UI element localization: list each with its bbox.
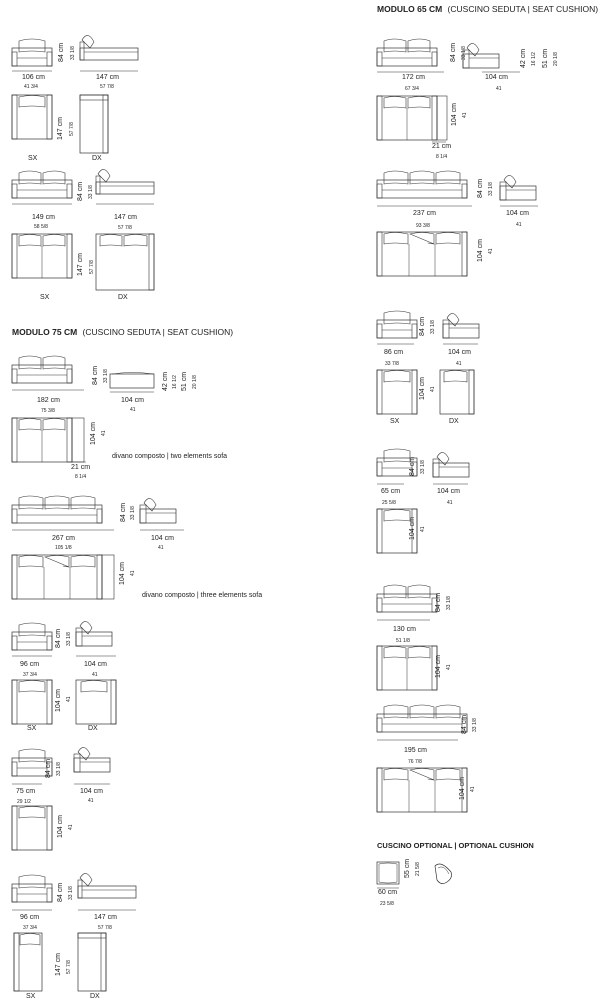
dim-37-3-4: 37 3/4: [23, 672, 37, 678]
dim-104cm-v-65: 104 cm: [451, 103, 458, 126]
dim-104cm-65: 104 cm: [485, 74, 508, 81]
plan-end-267: [102, 555, 114, 599]
side-65c: [433, 452, 469, 477]
dim-84cm-75b: 84 cm: [45, 758, 52, 778]
dim-147cm: 147 cm: [96, 74, 119, 81]
dim-25-5-8: 25 5/8: [382, 500, 396, 506]
plan-dx-96b: [78, 933, 106, 991]
dim-147cm-96b: 147 cm: [94, 914, 117, 921]
dim-33-1-8-75: 33 1/8: [103, 369, 109, 383]
dim-76-7-8: 76 7/8: [408, 759, 422, 765]
dim-21cm-75: 21 cm: [71, 464, 91, 471]
dim-33-1-8-96: 33 1/8: [66, 632, 72, 646]
dim-84cm-v: 84 cm: [58, 42, 65, 62]
dim-104cm-v-130: 104 cm: [435, 655, 442, 678]
dim-41-267: 41: [158, 545, 164, 551]
dim-33-1-8-267: 33 1/8: [130, 506, 136, 520]
plan-sx-96b: [14, 933, 42, 991]
dim-42cm-75: 42 cm: [162, 371, 169, 391]
dim-84cm-237: 84 cm: [477, 178, 484, 198]
dim-104cm-v-96: 104 cm: [55, 689, 62, 712]
dim-41-237: 41: [516, 222, 522, 228]
side-96: [76, 621, 112, 646]
caption-two-elements: divano composto | two elements sofa: [112, 453, 228, 460]
dim-41-v-96: 41: [66, 696, 72, 702]
dim-57-7-8: 57 7/8: [100, 84, 114, 90]
dim-237cm: 237 cm: [413, 210, 436, 217]
front-3-seats-75: [12, 496, 102, 523]
dim-16-1-2-75: 16 1/2: [172, 375, 178, 389]
plan-3-seats-65: [377, 232, 467, 276]
front-2-seats-65: [377, 39, 437, 66]
dim-104cm-86: 104 cm: [448, 349, 471, 356]
dim-33-1-8-b: 33 1/8: [88, 185, 94, 199]
dim-84cm-267: 84 cm: [120, 502, 127, 522]
dim-65cm: 65 cm: [381, 488, 401, 495]
label-dx-96b: DX: [90, 993, 100, 1000]
dim-33-1-8-96b: 33 1/8: [68, 886, 74, 900]
chaise-side-96b: [78, 873, 136, 898]
dim-104cm-75b: 104 cm: [80, 788, 103, 795]
dim-33-1-8-65b: 33 1/8: [420, 460, 426, 474]
side-75: [74, 747, 110, 772]
dim-75-3-8: 75 3/8: [41, 408, 55, 414]
dim-104cm-v-75b: 104 cm: [57, 815, 64, 838]
dim-104cm-v-237: 104 cm: [477, 239, 484, 262]
label-sx-86: SX: [390, 418, 400, 425]
dim-104cm-v-75: 104 cm: [90, 422, 97, 445]
dim-84cm-b: 84 cm: [77, 181, 84, 201]
dim-29-1-2: 29 1/2: [17, 799, 31, 805]
dim-41-v-75b: 41: [68, 824, 74, 830]
dim-20-1-8-75: 20 1/8: [192, 375, 198, 389]
dim-33-1-8-75b: 33 1/8: [56, 762, 62, 776]
plan-sx-96: [12, 680, 52, 724]
dim-41-v-65b: 41: [420, 526, 426, 532]
dim-84cm-75: 84 cm: [92, 365, 99, 385]
dim-104cm-96: 104 cm: [84, 661, 107, 668]
dim-16-1-2-65: 16 1/2: [531, 52, 537, 66]
dim-41-65: 41: [496, 86, 502, 92]
side-75-b: [140, 498, 176, 523]
dim-84cm-65: 84 cm: [450, 42, 457, 62]
dim-60cm: 60 cm: [378, 889, 398, 896]
dim-8-1-4-75: 8 1/4: [75, 474, 87, 480]
dim-41-75: 41: [130, 407, 136, 413]
dim-67-3-4: 67 3/4: [405, 86, 419, 92]
dim-57-7-8-v-96b: 57 7/8: [66, 960, 72, 974]
dim-41-3-4: 41 3/4: [24, 84, 38, 90]
dim-149cm: 149 cm: [32, 214, 55, 221]
dim-75cm: 75 cm: [16, 788, 36, 795]
dim-267cm: 267 cm: [52, 535, 75, 542]
plan-3-seats-75: [12, 555, 102, 599]
dim-33-1-8-130: 33 1/8: [446, 596, 452, 610]
label-dx-a: DX: [92, 155, 102, 162]
dim-8-1-4-65: 8 1/4: [436, 154, 448, 160]
heading-modulo-65-rest: (CUSCINO SEDUTA | SEAT CUSHION): [447, 4, 599, 14]
plan-3-seats-195: [377, 768, 467, 812]
dim-84cm-96: 84 cm: [55, 628, 62, 648]
dim-57-7-8-v: 57 7/8: [69, 122, 75, 136]
plan-dx-a: [80, 95, 108, 153]
plan-sx-86: [377, 370, 417, 414]
dim-84cm-96b: 84 cm: [57, 882, 64, 902]
dim-147cm-c: 147 cm: [77, 253, 84, 276]
dim-182cm: 182 cm: [37, 397, 60, 404]
dim-33-1-8-237: 33 1/8: [488, 182, 494, 196]
front-2-seats-130: [377, 585, 437, 612]
label-dx-86: DX: [449, 418, 459, 425]
dim-57-7-8-b: 57 7/8: [118, 225, 132, 231]
plan-end-65: [437, 96, 447, 140]
dim-21cm-65: 21 cm: [432, 143, 452, 150]
heading-modulo-75-bold: MODULO 75 CM: [12, 327, 78, 337]
heading-modulo-65-bold: MODULO 65 CM: [377, 4, 443, 14]
label-dx-b: DX: [118, 294, 128, 301]
front-2-seats-75: [12, 356, 72, 383]
dim-104cm-237: 104 cm: [506, 210, 529, 217]
dim-51cm-65: 51 cm: [542, 48, 549, 68]
plan-dx-86: [440, 370, 474, 414]
dim-33-1-8-195: 33 1/8: [472, 718, 478, 732]
front-1-seat-96: [12, 623, 52, 650]
dim-84cm-86: 84 cm: [419, 316, 426, 336]
dim-42cm-65: 42 cm: [520, 48, 527, 68]
dim-93-3-8: 93 3/8: [416, 223, 430, 229]
front-1-seat-86: [377, 311, 417, 338]
front-3-seats-65: [377, 171, 467, 198]
dim-172cm: 172 cm: [402, 74, 425, 81]
front-1-seat-a: [12, 39, 52, 66]
side-65: [463, 43, 499, 68]
plan-2-seats-65: [377, 96, 437, 140]
plan-2-seats-75: [12, 418, 72, 462]
heading-optional-cushion: CUSCINO OPTIONAL | OPTIONAL CUSHION: [377, 841, 534, 850]
plan-2-seats-130: [377, 646, 437, 690]
label-sx-96: SX: [27, 725, 37, 732]
dim-106cm: 106 cm: [22, 74, 45, 81]
label-sx-b: SX: [40, 294, 50, 301]
label-sx-96b: SX: [26, 993, 36, 1000]
side-65-b: [500, 175, 536, 200]
dim-41-96: 41: [92, 672, 98, 678]
dim-57-7-8-c: 57 7/8: [89, 260, 95, 274]
chaise-side-a: [80, 35, 138, 60]
heading-modulo-75: [12, 327, 233, 337]
plan-sx-a: [12, 95, 52, 139]
dim-57-7-8-96b: 57 7/8: [98, 925, 112, 931]
plan-75b: [12, 806, 52, 850]
dim-84cm-130: 84 cm: [435, 592, 442, 612]
dim-105-1-8: 105 1/8: [55, 545, 72, 551]
chaise-side-b: [96, 169, 154, 194]
plan-sx-b: [12, 234, 72, 278]
heading-modulo-65: [377, 4, 598, 14]
front-1-seat-96b: [12, 875, 52, 902]
cushion-side: [435, 864, 452, 884]
dim-130cm: 130 cm: [393, 626, 416, 633]
dim-104cm-v-65b: 104 cm: [409, 517, 416, 540]
heading-modulo-75-rest: (CUSCINO SEDUTA | SEAT CUSHION): [82, 327, 234, 337]
caption-three-elements: divano composto | three elements sofa: [142, 592, 263, 599]
dim-33-7-8: 33 7/8: [385, 361, 399, 367]
dim-33-1-8-v: 33 1/8: [70, 46, 76, 60]
dim-41-v-267: 41: [130, 570, 136, 576]
label-dx-96: DX: [88, 725, 98, 732]
dim-23-5-8: 23 5/8: [380, 901, 394, 907]
dim-104cm-v-195: 104 cm: [459, 777, 466, 800]
dim-84cm-195: 84 cm: [461, 714, 468, 734]
label-sx-a: SX: [28, 155, 38, 162]
dim-195cm: 195 cm: [404, 747, 427, 754]
dim-147cm-v-96b: 147 cm: [55, 953, 62, 976]
dim-41-86: 41: [456, 361, 462, 367]
dim-41-v-195: 41: [470, 786, 476, 792]
dim-41-v-237: 41: [488, 248, 494, 254]
dim-41-v-130: 41: [446, 664, 452, 670]
dim-37-3-4-b: 37 3/4: [23, 925, 37, 931]
dim-86cm: 86 cm: [384, 349, 404, 356]
bench-side-75: [110, 373, 154, 389]
plan-dx-96: [76, 680, 116, 724]
dim-96cm: 96 cm: [20, 661, 40, 668]
plan-end-75: [72, 418, 84, 462]
side-86: [443, 313, 479, 338]
dim-33-1-8-65: 33 1/8: [461, 46, 467, 60]
dim-84cm-65b: 84 cm: [409, 456, 416, 476]
dim-41-v-75: 41: [101, 430, 107, 436]
dim-21-5-8: 21 5/8: [415, 862, 421, 876]
dim-41-75b: 41: [88, 798, 94, 804]
dim-41-65b: 41: [447, 500, 453, 506]
dim-20-1-8-65: 20 1/8: [553, 52, 559, 66]
dim-33-1-8-86: 33 1/8: [430, 320, 436, 334]
front-2-seats-a: [12, 171, 72, 198]
dim-51cm-75: 51 cm: [181, 371, 188, 391]
dim-104cm-75: 104 cm: [121, 397, 144, 404]
front-3-seats-195: [377, 705, 467, 732]
cushion-front: [377, 862, 399, 884]
dim-104cm-v-267: 104 cm: [119, 562, 126, 585]
dim-55cm: 55 cm: [404, 858, 411, 878]
dim-104cm-65b: 104 cm: [437, 488, 460, 495]
plan-dx-b: [96, 234, 154, 290]
dim-147cm-b: 147 cm: [114, 214, 137, 221]
dim-41-v-65: 41: [462, 112, 468, 118]
dim-41-v-86: 41: [430, 386, 436, 392]
dim-147cm-v: 147 cm: [57, 117, 64, 140]
dim-104cm-267: 104 cm: [151, 535, 174, 542]
dim-51-1-8: 51 1/8: [396, 638, 410, 644]
dim-96cm-b: 96 cm: [20, 914, 40, 921]
dim-58-5-8: 58 5/8: [34, 224, 48, 230]
dim-104cm-v-86: 104 cm: [419, 377, 426, 400]
